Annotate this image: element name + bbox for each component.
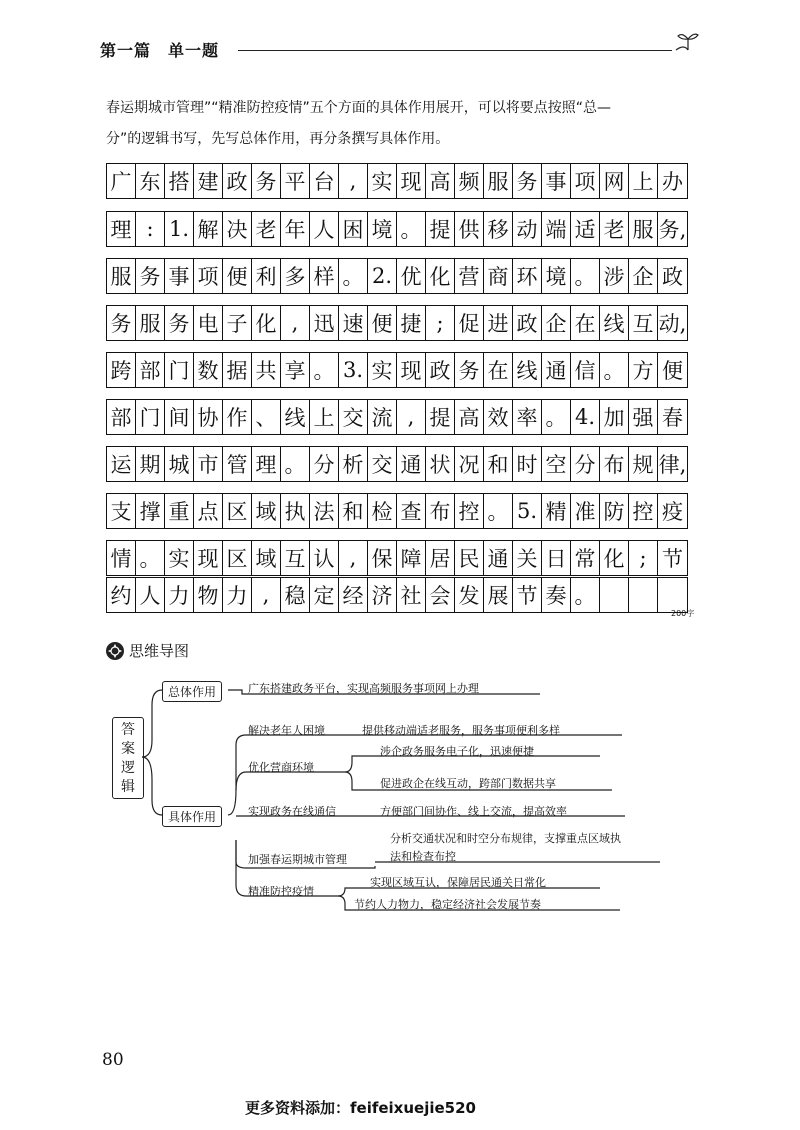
grid-cell: 实 — [368, 164, 397, 198]
grid-cell: 据 — [223, 353, 252, 387]
grid-cell: 境 — [542, 259, 571, 293]
grid-cell: 务 — [107, 306, 136, 340]
grid-cell: 2. — [368, 259, 397, 293]
grid-cell: 境 — [368, 212, 397, 246]
grid-cell: 控 — [629, 494, 658, 528]
grid-cell: 动 — [513, 212, 542, 246]
grid-cell: 速 — [339, 306, 368, 340]
grid-cell: 服 — [136, 306, 165, 340]
grid-cell: 关 — [513, 541, 542, 575]
grid-cell: 务, — [658, 218, 687, 242]
grid-cell: 准 — [571, 494, 600, 528]
item-4-detail-1: 分析交通状况和时空分布规律，支撑重点区域执 — [390, 832, 621, 845]
grid-cell: 老 — [600, 212, 629, 246]
grid-cell: 政 — [223, 164, 252, 198]
grid-cell: 数 — [194, 353, 223, 387]
grid-cell: 优 — [397, 259, 426, 293]
page-number: 80 — [102, 1050, 124, 1070]
intro-line-1: 春运期城市管理”“精准防控疫情”五个方面的具体作用展开，可以将要点按照“总— — [106, 100, 612, 116]
grid-cell: 化 — [426, 259, 455, 293]
overall-text: 广东搭建政务平台，实现高频服务事项网上办理 — [248, 682, 479, 695]
grid-cell: 高 — [426, 164, 455, 198]
grid-cell: 布 — [426, 494, 455, 528]
grid-cell: 3. — [339, 353, 368, 387]
grid-cell: 居 — [426, 541, 455, 575]
grid-cell: 便 — [662, 359, 683, 383]
grid-cell: 提 — [426, 212, 455, 246]
grid-cell: 平 — [281, 164, 310, 198]
grid-cell: 执 — [281, 494, 310, 528]
grid-cell: 线 — [281, 400, 310, 434]
grid-cell: 互 — [629, 306, 658, 340]
root-char: 答 — [121, 722, 135, 738]
grid-cell: 区 — [223, 541, 252, 575]
grid-cell: 门 — [165, 353, 194, 387]
grid-cell: 化 — [600, 541, 629, 575]
grid-cell: 春 — [662, 406, 683, 430]
item-3-detail-1: 方便部门间协作、线上交流，提高效率 — [380, 805, 567, 818]
grid-cell: 社 — [397, 578, 426, 612]
grid-cell: 4. — [571, 400, 600, 434]
grid-cell: 老 — [252, 212, 281, 246]
grid-cell: 情 — [107, 541, 136, 575]
grid-cell: 运 — [107, 447, 136, 481]
grid-cell: 服 — [107, 259, 136, 293]
grid-cell: 建 — [194, 164, 223, 198]
grid-cell: 频 — [455, 164, 484, 198]
grid-cell: 适 — [571, 212, 600, 246]
grid-cell: 现 — [194, 541, 223, 575]
grid-cell: 部 — [136, 353, 165, 387]
grid-cell: 析 — [339, 447, 368, 481]
grid-cell: 提 — [426, 400, 455, 434]
grid-cell: 便 — [223, 259, 252, 293]
grid-cell: 方 — [629, 353, 658, 387]
footer-promo: 更多资料添加：feifeixuejie520 — [245, 1099, 476, 1117]
item-5-detail-1: 实现区域互认，保障居民通关日常化 — [370, 876, 546, 889]
grid-cell: 跨 — [107, 353, 136, 387]
grid-cell: 时 — [513, 447, 542, 481]
item-2-label: 优化营商环境 — [248, 761, 314, 774]
grid-cell: 法 — [310, 494, 339, 528]
grid-cell: , — [339, 164, 368, 198]
grid-cell: 在 — [484, 353, 513, 387]
grid-cell: 理 — [107, 212, 136, 246]
grid-cell: 。 — [600, 353, 629, 387]
grid-cell: 和 — [339, 494, 368, 528]
item-4-label: 加强春运期城市管理 — [248, 853, 347, 866]
grid-cell: 捷 — [397, 306, 426, 340]
grid-cell: 网 — [600, 164, 629, 198]
overall-node: 总体作用 — [162, 681, 222, 702]
grid-cell: 促 — [455, 306, 484, 340]
grid-cell: 控 — [455, 494, 484, 528]
grid-cell: 年 — [281, 212, 310, 246]
grid-cell: 点 — [194, 494, 223, 528]
grid-cell: , — [339, 541, 368, 575]
grid-cell: 5. — [513, 494, 542, 528]
grid-cell: : — [136, 212, 165, 246]
grid-cell: 样 — [310, 259, 339, 293]
grid-cell: 事 — [165, 259, 194, 293]
grid-cell: 服 — [484, 164, 513, 198]
grid-cell: 障 — [397, 541, 426, 575]
grid-cell: ; — [426, 306, 455, 340]
item-3-label: 实现政务在线通信 — [248, 805, 336, 818]
header-title: 第一篇 单一题 — [100, 41, 220, 60]
grid-cell: 务 — [455, 353, 484, 387]
grid-cell: 信 — [571, 353, 600, 387]
grid-cell: 东 — [136, 164, 165, 198]
grid-cell: 展 — [484, 578, 513, 612]
grid-cell: 常 — [571, 541, 600, 575]
item-5-detail-2: 节约人力物力，稳定经济社会发展节奏 — [354, 898, 541, 911]
grid-cell: 进 — [484, 306, 513, 340]
grid-cell: 。 — [310, 353, 339, 387]
grid-cell: 理 — [252, 447, 281, 481]
grid-cell: 物 — [194, 578, 223, 612]
root-char: 辑 — [121, 779, 135, 795]
grid-cell: 效 — [484, 400, 513, 434]
grid-cell: 端 — [542, 212, 571, 246]
grid-cell: 况 — [455, 447, 484, 481]
grid-cell: 交 — [339, 400, 368, 434]
grid-cell: 保 — [368, 541, 397, 575]
grid-cell: ; — [629, 541, 658, 575]
grid-cell: 协 — [194, 400, 223, 434]
grid-cell: 认 — [310, 541, 339, 575]
grid-cell: 政 — [513, 306, 542, 340]
grid-cell: 互 — [281, 541, 310, 575]
root-char: 案 — [121, 741, 135, 757]
grid-cell: 管 — [223, 447, 252, 481]
grid-cell: 空 — [542, 447, 571, 481]
grid-cell: 人 — [136, 578, 165, 612]
grid-cell: 率 — [513, 400, 542, 434]
grid-cell: 力 — [165, 578, 194, 612]
grid-cell: 。 — [339, 259, 368, 293]
grid-cell: 线 — [513, 353, 542, 387]
grid-cell: 重 — [165, 494, 194, 528]
grid-cell: 日 — [542, 541, 571, 575]
grid-cell: 城 — [165, 447, 194, 481]
grid-cell: 撑 — [136, 494, 165, 528]
grid-cell: 困 — [339, 212, 368, 246]
grid-cell: 定 — [310, 578, 339, 612]
grid-cell: 在 — [571, 306, 600, 340]
grid-cell: 交 — [368, 447, 397, 481]
grid-cell: 商 — [484, 259, 513, 293]
grid-cell: 1. — [165, 212, 194, 246]
grid-cell: 实 — [165, 541, 194, 575]
grid-cell: 会 — [426, 578, 455, 612]
grid-cell: 政 — [662, 265, 683, 289]
grid-cell: 。 — [484, 494, 513, 528]
grid-cell: 节 — [662, 547, 683, 571]
grid-cell: 经 — [339, 578, 368, 612]
grid-cell: 通 — [484, 541, 513, 575]
grid-cell: 市 — [194, 447, 223, 481]
grid-cell: 加 — [600, 400, 629, 434]
grid-cell: 线 — [600, 306, 629, 340]
grid-cell: 。 — [397, 212, 426, 246]
grid-cell: 支 — [107, 494, 136, 528]
item-1-label: 解决老年人困境 — [248, 724, 325, 737]
grid-cell: 决 — [223, 212, 252, 246]
grid-cell: 企 — [629, 259, 658, 293]
grid-cell: 营 — [455, 259, 484, 293]
grid-cell: 上 — [629, 164, 658, 198]
grid-cell: 查 — [397, 494, 426, 528]
grid-cell: 务 — [252, 164, 281, 198]
grid-cell: 多 — [281, 259, 310, 293]
grid-cell: 台 — [310, 164, 339, 198]
grid-cell: 、 — [252, 400, 281, 434]
grid-cell: 利 — [252, 259, 281, 293]
grid-cell: 流 — [368, 400, 397, 434]
grid-cell: 高 — [455, 400, 484, 434]
grid-cell: 涉 — [600, 259, 629, 293]
grid-cell: 实 — [368, 353, 397, 387]
grid-cell: 门 — [136, 400, 165, 434]
grid-cell: 迅 — [310, 306, 339, 340]
item-4-detail-2: 法和检查布控 — [390, 850, 456, 863]
grid-cell: 共 — [252, 353, 281, 387]
grid-cell: 现 — [397, 164, 426, 198]
grid-cell: 域 — [252, 494, 281, 528]
grid-cell: 部 — [107, 400, 136, 434]
grid-cell: 检 — [368, 494, 397, 528]
grid-cell: 环 — [513, 259, 542, 293]
grid-cell: 民 — [455, 541, 484, 575]
grid-cell: 子 — [223, 306, 252, 340]
item-2-detail-1: 涉企政务服务电子化，迅速便捷 — [380, 745, 534, 758]
grid-cell: 。 — [571, 259, 600, 293]
section-title-text: 思维导图 — [129, 642, 190, 660]
grid-cell: 企 — [542, 306, 571, 340]
grid-cell: 便 — [368, 306, 397, 340]
grid-cell: 发 — [455, 578, 484, 612]
grid-cell: 事 — [542, 164, 571, 198]
grid-cell: 分 — [310, 447, 339, 481]
grid-cell: 和 — [484, 447, 513, 481]
grid-cell: , — [252, 578, 281, 612]
grid-cell: 现 — [397, 353, 426, 387]
grid-cell: 办 — [662, 170, 683, 194]
grid-cell: 人 — [310, 212, 339, 246]
grid-cell: 作 — [223, 400, 252, 434]
word-count: 200字 — [671, 609, 695, 618]
grid-cell: 济 — [368, 578, 397, 612]
grid-cell: 服 — [629, 212, 658, 246]
grid-cell: 。 — [136, 541, 165, 575]
grid-cell: 强 — [629, 400, 658, 434]
grid-cell: 节 — [513, 578, 542, 612]
grid-cell: 通 — [397, 447, 426, 481]
grid-cell: 域 — [252, 541, 281, 575]
grid-cell: 分 — [571, 447, 600, 481]
mindmap-root — [112, 717, 144, 799]
grid-cell: 广 — [107, 164, 136, 198]
grid-cell: 疫 — [662, 500, 683, 524]
grid-cell: 项 — [571, 164, 600, 198]
root-char: 逻 — [121, 760, 135, 776]
grid-cell: 状 — [426, 447, 455, 481]
grid-cell: 通 — [542, 353, 571, 387]
grid-cell: , — [281, 306, 310, 340]
grid-cell: 奏 — [542, 578, 571, 612]
grid-cell: 律, — [658, 453, 687, 477]
grid-cell: 稳 — [281, 578, 310, 612]
grid-cell: 间 — [165, 400, 194, 434]
grid-cell: 。 — [542, 400, 571, 434]
grid-cell: 政 — [426, 353, 455, 387]
grid-cell: 供 — [455, 212, 484, 246]
grid-cell: 享 — [281, 353, 310, 387]
grid-cell: 力 — [223, 578, 252, 612]
grid-cell: 电 — [194, 306, 223, 340]
grid-cell: 规 — [629, 447, 658, 481]
grid-cell: 动, — [658, 312, 687, 336]
grid-cell: 移 — [484, 212, 513, 246]
grid-cell: 防 — [600, 494, 629, 528]
grid-cell: 务 — [136, 259, 165, 293]
grid-cell: 解 — [194, 212, 223, 246]
grid-cell: 化 — [252, 306, 281, 340]
grid-cell: 搭 — [165, 164, 194, 198]
intro-line-2: 分”的逻辑书写，先写总体作用，再分条撰写具体作用。 — [106, 131, 450, 147]
grid-cell: 务 — [513, 164, 542, 198]
grid-cell: 。 — [571, 578, 600, 612]
grid-cell: , — [397, 400, 426, 434]
item-2-detail-2: 促进政企在线互动，跨部门数据共享 — [380, 777, 556, 790]
grid-cell: 约 — [107, 578, 136, 612]
grid-cell: 务 — [165, 306, 194, 340]
grid-cell: 上 — [310, 400, 339, 434]
item-5-label: 精准防控疫情 — [248, 885, 314, 898]
grid-cell: 区 — [223, 494, 252, 528]
grid-cell: 精 — [542, 494, 571, 528]
grid-cell: 期 — [136, 447, 165, 481]
specific-node: 具体作用 — [162, 806, 222, 827]
grid-cell: 布 — [600, 447, 629, 481]
item-1-detail-1: 提供移动端适老服务，服务事项便利多样 — [362, 724, 560, 737]
grid-cell: 。 — [281, 447, 310, 481]
grid-cell: 项 — [194, 259, 223, 293]
